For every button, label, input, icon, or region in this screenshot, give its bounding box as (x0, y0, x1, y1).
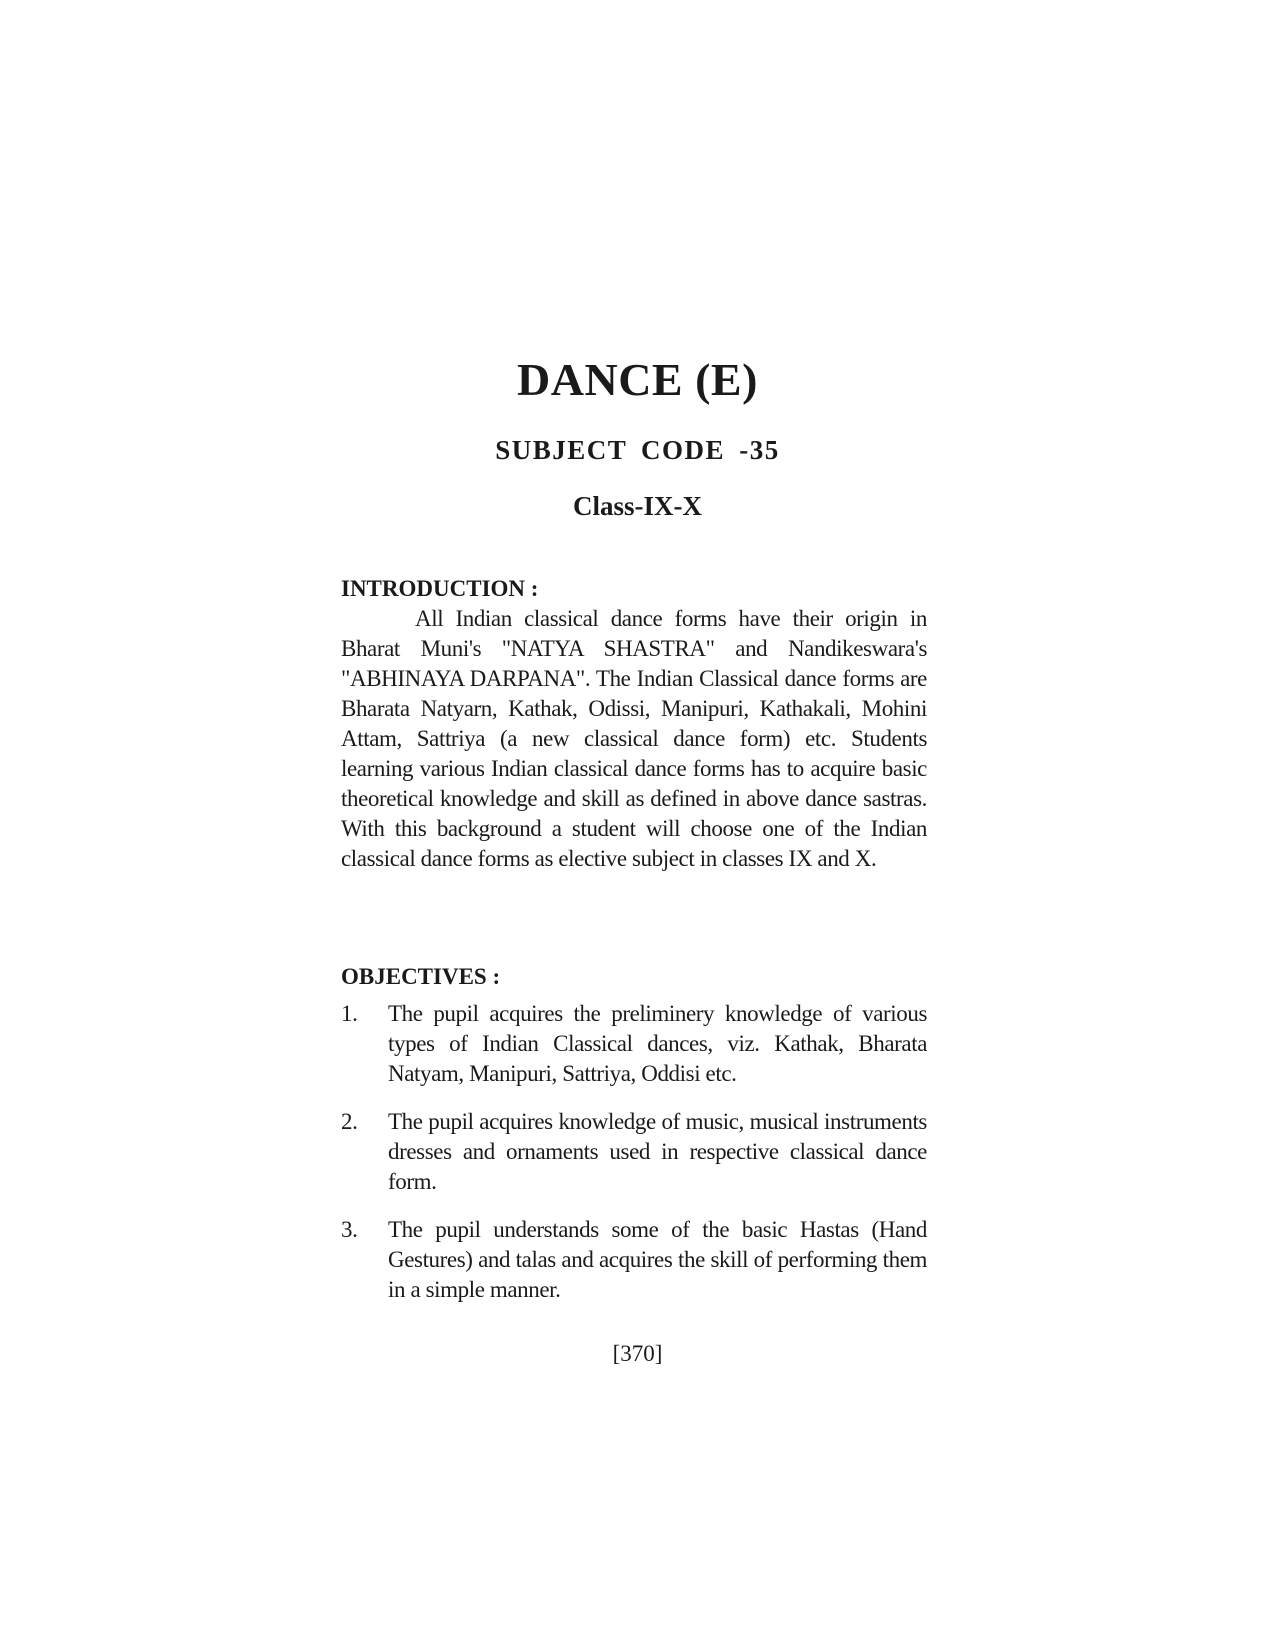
objective-item (341, 1215, 927, 1305)
page-title: DANCE (E) (517, 354, 758, 405)
objective-item (341, 999, 927, 1089)
subject-code: SUBJECT CODE -35 (495, 435, 780, 465)
objective-number: 1. (341, 1001, 358, 1026)
introduction-heading: INTRODUCTION : (341, 576, 539, 601)
objective-text: The pupil understands some of the basic Hastas (Hand Gestures) and talas and acquires the skill of performing them in a simple manner. (388, 1217, 927, 1302)
objective-item (341, 1107, 927, 1197)
objective-number: 2. (341, 1109, 358, 1134)
objective-text: The pupil acquires the preliminery knowledge of various types of Indian Classical dances, viz. Kathak, Bharata Natyam, Manipuri, Sattriya, Oddisi etc. (388, 1001, 927, 1086)
objectives-heading: OBJECTIVES : (341, 964, 501, 989)
objective-number: 3. (341, 1217, 358, 1242)
class-label: Class-IX-X (572, 491, 702, 521)
objectives-list (341, 999, 927, 1305)
introduction-paragraph: All Indian classical dance forms have their origin in Bharat Muni's "NATYA SHASTRA" and Nandikeswara's "ABHINAYA DARPANA". The Indian Classical dance forms are Bharata Natyarn, Kathak, Odissi, Manipuri, Kathakali, Mohini Attam, Sattriya (a new classical dance form) etc. Students learning various Indian classical dance forms has to acquire basic theoretical knowledge and skill as defined in above dance sastras. With this background a student will choose one of the Indian classical dance forms as elective subject in classes IX and X. (341, 606, 927, 871)
objective-text: The pupil acquires knowledge of music, musical instruments dresses and ornaments used in respective classical dance form. (388, 1109, 927, 1194)
page-number: [370] (612, 1341, 663, 1366)
